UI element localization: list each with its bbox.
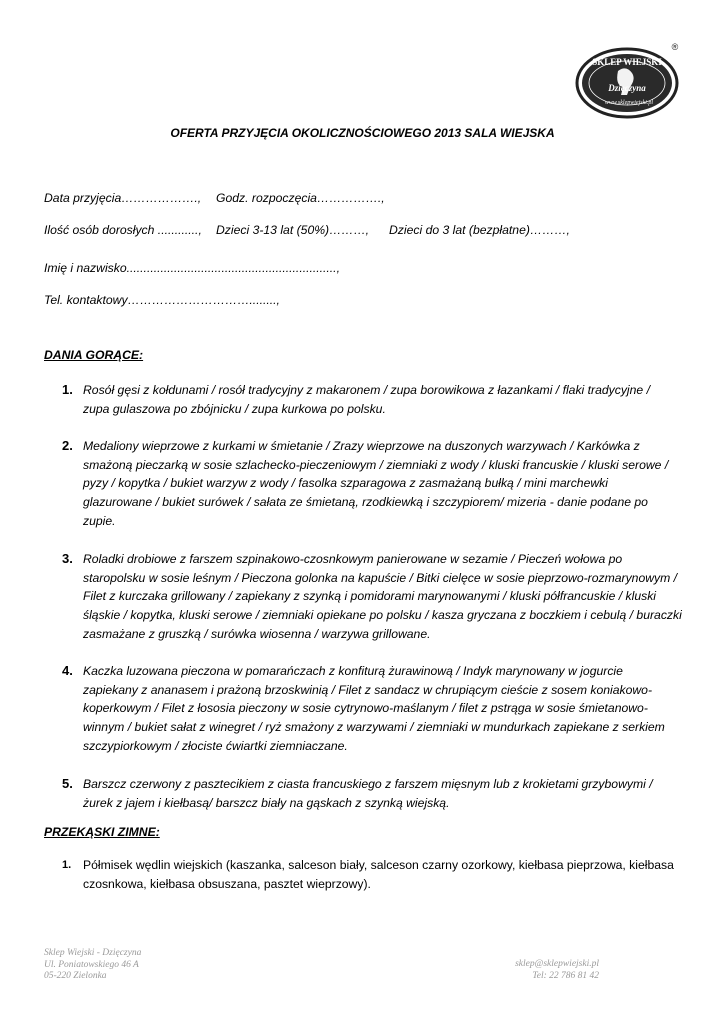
item-number: 1. bbox=[62, 382, 73, 397]
item-line: Medaliony wieprzowe z kurkami w śmietanie / Zrazy wieprzowe na duszonych warzywach / Karkówka z bbox=[83, 439, 640, 453]
field-tel-kontaktowy: Tel. kontaktowy…………………………........, bbox=[44, 293, 280, 307]
page-title: OFERTA PRZYJĘCIA OKOLICZNOŚCIOWEGO 2013 SALA WIEJSKA bbox=[170, 126, 555, 140]
item-number: 2. bbox=[62, 438, 73, 453]
item-line: zapiekany z ananasem i prażoną brzoskwinią / Filet z sandacz w chrupiącym cieście z sosem koniakowo- bbox=[83, 682, 652, 697]
item-line: szczypiorkowym / złociste ćwiartki ziemniaczane. bbox=[83, 738, 348, 753]
footer-email: sklep@sklepwiejski.pl bbox=[515, 959, 599, 969]
footer-street: Ul. Poniatowskiego 46 A bbox=[44, 959, 139, 970]
item-line: Kaczka luzowana pieczona w pomarańczach z konfiturą żurawinową / Indyk marynowany w jogurcie bbox=[83, 664, 623, 678]
item-line: zasmażane z gruszką / surówka wiosenna / warzywa grillowane. bbox=[83, 626, 431, 641]
logo-text-top: SKLEP WIEJSKI bbox=[592, 57, 662, 67]
list-item-hot-5 bbox=[83, 775, 685, 812]
section-header-cold: PRZEKĄSKI ZIMNE: bbox=[44, 825, 160, 839]
item-line: zupa gulaszowa po zbójnicku / zupa kurkowa po polsku. bbox=[83, 401, 386, 416]
item-line: Barszcz czerwony z pasztecikiem z ciasta francuskiego z farszem mięsnym lub z krokietami grzybowymi / bbox=[83, 777, 653, 791]
footer-contact bbox=[515, 959, 599, 982]
footer-address bbox=[44, 948, 141, 983]
list-item-cold-1 bbox=[83, 856, 685, 893]
item-line: czosnkowa, kiełbasa obsuszana, pasztet wieprzowy). bbox=[83, 876, 371, 891]
footer-phone: Tel: 22 786 81 42 bbox=[532, 970, 599, 981]
registered-mark: ® bbox=[671, 42, 679, 52]
section-header-hot: DANIA GORĄCE: bbox=[44, 348, 144, 362]
item-line: smażoną pieczarką w sosie szlachecko-pieczeniowym / ziemniaki z wody / kluski francuskie / kluski serowe / bbox=[83, 457, 669, 472]
item-line: Półmisek wędlin wiejskich (kaszanka, salceson biały, salceson czarny ozorkowy, kiełbasa pieprzowa, kiełbasa bbox=[83, 858, 674, 872]
footer-city: 05-220 Zielonka bbox=[44, 971, 107, 981]
list-item-hot-1 bbox=[83, 381, 685, 418]
field-ilosc-osob: Ilość osób dorosłych ............, bbox=[44, 223, 202, 237]
item-line: Rosół gęsi z kołdunami / rosół tradycyjny z makaronem / zupa borowikowa z łazankami / flaki tradycyjne / bbox=[83, 383, 650, 397]
item-line: glazurowane / bukiet surówek / sałata ze śmietaną, rzodkiewką i szczypiorem/ mizeria - danie podane po bbox=[83, 495, 648, 510]
item-line: winnym / bukiet sałat z winegret / ryż smażony z warzywami / ziemniaki w mundurkach zapiekane z serkiem bbox=[83, 720, 665, 735]
field-imie-nazwisko: Imię i nazwisko.............................................................., bbox=[44, 261, 340, 275]
item-line: Roladki drobiowe z farszem szpinakowo-czosnkowym panierowane w sezamie / Pieczeń wołowa po bbox=[83, 552, 623, 566]
item-number: 5. bbox=[62, 776, 73, 791]
item-line: staropolsku w sosie leśnym / Pieczona golonka na kapuście / Bitki cielęce w sosie pieprzowo-rozmarynowym / bbox=[83, 570, 678, 585]
logo-text-url: www.sklepwiejski.pl bbox=[604, 100, 654, 106]
item-line: pyzy / kopytka / bukiet warzyw z wody / fasolka szparagowa z zasmażaną bułką / mini marchewki bbox=[83, 476, 608, 491]
sklep-wiejski-logo bbox=[574, 41, 684, 121]
footer-company: Sklep Wiejski - Dzięczyna bbox=[44, 948, 142, 958]
item-number: 1. bbox=[62, 859, 72, 871]
list-item-hot-2 bbox=[83, 437, 685, 531]
field-dzieci-do-3: Dzieci do 3 lat (bezpłatne)………, bbox=[389, 223, 570, 237]
item-line: Filet z kurczaka grillowany / zapiekany z szynką i pomidorami marynowanymi / kluski półfrancuskie / kluski bbox=[83, 589, 657, 604]
item-number: 4. bbox=[62, 663, 73, 678]
field-dzieci-3-13: Dzieci 3-13 lat (50%)………, bbox=[216, 223, 370, 237]
list-item-hot-3 bbox=[83, 550, 685, 644]
list-item-hot-4 bbox=[83, 662, 685, 756]
field-data-przyjecia: Data przyjęcia………………., bbox=[44, 191, 202, 205]
item-line: żurek z jajem i kiełbasą/ barszcz biały na gąskach z szynką wiejską. bbox=[83, 795, 450, 810]
item-line: śląskie / kopytka, kluski serowe / ziemniaki opiekane po polsku / kasza gryczana z boczkiem i cebulą / buraczki bbox=[83, 608, 682, 623]
logo-text-mid: Dzięczyna bbox=[608, 83, 646, 93]
item-line: zupie. bbox=[83, 513, 116, 528]
field-godz-rozpoczecia: Godz. rozpoczęcia……………., bbox=[216, 191, 385, 205]
item-number: 3. bbox=[62, 551, 73, 566]
item-line: koperkowym / Filet z łososia pieczony w sosie cytrynowo-maślanym / filet z pstrąga w sosie śmietanowo- bbox=[83, 701, 648, 716]
